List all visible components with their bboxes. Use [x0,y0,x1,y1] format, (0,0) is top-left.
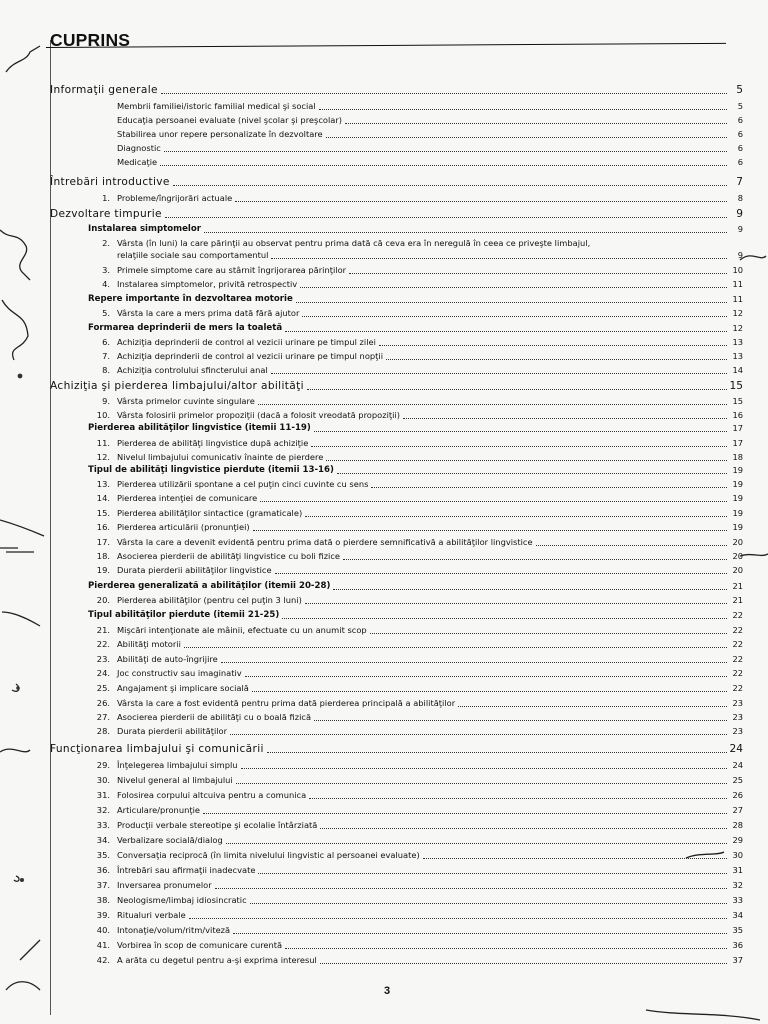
entry-title: Durata pierderii abilităţilor [117,726,228,736]
entry-page: 6 [737,115,743,125]
item-number: 21. [96,625,110,635]
item-number: 22. [96,639,110,649]
item-number: 23. [96,654,110,664]
entry-title: Mişcări intenţionate ale mâinii, efectuate cu un anumit scop [117,625,367,635]
page-title: CUPRINS [50,30,131,50]
entry-page: 25 [732,775,743,785]
item-number: 6. [102,337,110,347]
entry-page: 30 [732,850,743,860]
entry-title: Durata pierderii abilităţilor lingvistice [117,565,272,575]
entry-title: Probleme/îngrijorări actuale [117,193,233,203]
entry-page: 18 [732,452,743,462]
item-number: 40. [96,925,110,935]
entry-page: 22 [732,668,743,678]
item-number: 4. [102,279,110,289]
entry-title: Folosirea corpului altcuiva pentru a comunica [117,790,307,800]
entry-title: Asocierea pierderii de abilităţi lingvistice cu boli fizice [117,551,341,561]
entry-title: Pierderea utilizării spontane a cel puţin cinci cuvinte cu sens [117,479,369,489]
entry-page: 28 [732,820,743,830]
item-number: 38. [96,895,110,905]
entry-page: 13 [732,351,743,361]
entry-page: 19 [732,493,743,503]
entry-title: Primele simptome care au stârnit îngrijorarea părinţilor [117,265,347,275]
entry-page: 12 [732,308,743,318]
entry-page: 10 [732,265,743,275]
entry-page: 19 [732,508,743,518]
entry-page: 34 [732,910,743,920]
item-number: 7. [102,351,110,361]
entry-title: Conversaţia reciprocă (în limita nivelului lingvistic al persoanei evaluate) [117,850,420,860]
entry-title: Vorbirea în scop de comunicare curentă [117,940,283,950]
entry-title: Pierderea abilităţilor (pentru cel puţin 3 luni) [117,595,302,605]
entry-page: 29 [732,835,743,845]
entry-title: Pierderea abilităţilor sintactice (gramaticale) [117,508,303,518]
entry-page: 11 [732,294,743,304]
entry-page: 6 [737,143,743,153]
item-number: 3. [102,265,110,275]
entry-title: Asocierea pierderii de abilităţi cu o boală fizică [117,712,312,722]
entry-title: Pierderea de abilităţi lingvistice după achiziţie [117,438,309,448]
item-number: 14. [96,493,110,503]
entry-title: Vârsta (în luni) la care părinţii au observat pentru prima dată că ceva era în neregulă în ceea ce priveşte limbajul, [117,238,591,248]
entry-title: Educaţia persoanei evaluate (nivel şcolar şi preşcolar) [117,115,343,125]
entry-page: 5 [736,84,743,96]
item-number: 20. [96,595,110,605]
entry-title: Achiziţia şi pierderea limbajului/altor abilităţi [50,380,304,392]
item-number: 25. [96,683,110,693]
entry-page: 22 [732,610,743,620]
entry-page: 33 [732,895,743,905]
item-number: 41. [96,940,110,950]
entry-title: Repere importante în dezvoltarea motorie [88,294,293,304]
entry-page: 27 [732,805,743,815]
entry-page: 32 [732,880,743,890]
entry-page: 16 [732,410,743,420]
item-number: 15. [96,508,110,518]
entry-title: Pierderea intenţiei de comunicare [117,493,258,503]
entry-title: Pierderea articulării (pronunţiei) [117,522,250,532]
entry-page: 20 [732,565,743,575]
entry-page: 15 [732,396,743,406]
entry-page: 21 [732,595,743,605]
entry-page: 8 [737,193,743,203]
entry-page: 19 [732,465,743,475]
item-number: 16. [96,522,110,532]
entry-page: 19 [732,522,743,532]
entry-title: Intonaţie/volum/ritm/viteză [117,925,231,935]
item-number: 11. [96,438,110,448]
entry-page: 15 [729,380,743,392]
entry-page: 23 [732,726,743,736]
item-number: 19. [96,565,110,575]
entry-title: Joc constructiv sau imaginativ [117,668,242,678]
entry-page: 23 [732,712,743,722]
entry-title: Vârsta la care a fost evidentă pentru prima dată pierderea principală a abilităţilor [117,698,456,708]
item-number: 1. [102,193,110,203]
entry-title: Tipul abilităţilor pierdute (itemii 21-25) [88,610,280,620]
entry-title: Inversarea pronumelor [117,880,212,890]
entry-page: 7 [736,176,743,188]
entry-page: 24 [732,760,743,770]
entry-page: 22 [732,625,743,635]
item-number: 31. [96,790,110,800]
entry-title: Medicaţie [117,157,158,167]
entry-page: 14 [732,365,743,375]
entry-title: Întrebări introductive [50,176,170,188]
entry-page: 24 [729,743,743,755]
item-number: 37. [96,880,110,890]
item-number: 9. [102,396,110,406]
item-number: 26. [96,698,110,708]
entry-title: Ritualuri verbale [117,910,186,920]
entry-title: Achiziţia deprinderii de control al vezicii urinare pe timpul zilei [117,337,376,347]
entry-page: 22 [732,654,743,664]
entry-page: 9 [737,250,743,260]
entry-title: Întrebări sau afirmaţii inadecvate [117,865,256,875]
entry-title: Dezvoltare timpurie [50,208,162,220]
entry-page: 23 [732,698,743,708]
entry-page: 37 [732,955,743,965]
entry-page: 26 [732,790,743,800]
entry-title: Producţii verbale stereotipe şi ecolalie întârziată [117,820,318,830]
entry-page: 9 [737,224,743,234]
entry-page: 17 [732,438,743,448]
entry-page: 35 [732,925,743,935]
item-number: 36. [96,865,110,875]
entry-page: 20 [732,551,743,561]
entry-title: Instalarea simptomelor, privită retrospectiv [117,279,298,289]
entry-title: Formarea deprinderii de mers la toaletă [88,323,283,333]
entry-page: 36 [732,940,743,950]
entry-title: Achiziţia controlului sfincterului anal [117,365,268,375]
entry-title-continuation: relaţiile sociale sau comportamentul [117,250,269,260]
item-number: 42. [96,955,110,965]
entry-title: Tipul de abilităţi lingvistice pierdute (itemii 13-16) [88,465,334,475]
entry-title: Abilităţi motorii [117,639,181,649]
item-number: 28. [96,726,110,736]
entry-title: Vârsta la care a mers prima dată fără ajutor [117,308,300,318]
item-number: 33. [96,820,110,830]
entry-page: 5 [737,101,743,111]
item-number: 2. [102,238,110,248]
item-number: 24. [96,668,110,678]
item-number: 10. [96,410,110,420]
entry-title: Instalarea simptomelor [88,224,201,234]
item-number: 39. [96,910,110,920]
item-number: 29. [96,760,110,770]
entry-title: Pierderea abilităţilor lingvistice (itemii 11-19) [88,423,311,433]
entry-page: 9 [736,208,743,220]
item-number: 18. [96,551,110,561]
item-number: 8. [102,365,110,375]
entry-title: Abilităţi de auto-îngrijire [117,654,218,664]
entry-title: Vârsta folosirii primelor propoziţii (dacă a folosit vreodată propoziţii) [117,410,400,420]
item-number: 17. [96,537,110,547]
entry-page: 11 [732,279,743,289]
entry-page: 13 [732,337,743,347]
item-number: 5. [102,308,110,318]
entry-page: 17 [732,423,743,433]
entry-title: A arăta cu degetul pentru a-şi exprima interesul [117,955,317,965]
entry-title: Neologisme/limbaj idiosincratic [117,895,247,905]
entry-title: Stabilirea unor repere personalizate în dezvoltare [117,129,323,139]
entry-title: Funcţionarea limbajului şi comunicării [50,743,264,755]
item-number: 30. [96,775,110,785]
entry-page: 6 [737,157,743,167]
page-number: 3 [384,985,391,997]
entry-title: Pierderea generalizată a abilităţilor (itemii 20-28) [88,581,331,591]
entry-title: Nivelul general al limbajului [117,775,233,785]
entry-page: 12 [732,323,743,333]
item-number: 12. [96,452,110,462]
entry-page: 20 [732,537,743,547]
entry-page: 21 [732,581,743,591]
entry-title: Diagnostic [117,143,161,153]
entry-title: Înţelegerea limbajului simplu [117,760,238,770]
item-number: 34. [96,835,110,845]
item-number: 35. [96,850,110,860]
item-number: 13. [96,479,110,489]
entry-title: Angajament şi implicare socială [117,683,249,693]
entry-title: Informaţii generale [50,84,158,96]
entry-title: Nivelul limbajului comunicativ înainte de pierdere [117,452,324,462]
entry-page: 22 [732,683,743,693]
entry-title: Vârsta primelor cuvinte singulare [117,396,255,406]
entry-page: 6 [737,129,743,139]
entry-title: Achiziţia deprinderii de control al vezicii urinare pe timpul nopţii [117,351,384,361]
item-number: 32. [96,805,110,815]
entry-title: Articulare/pronunţie [117,805,200,815]
entry-page: 19 [732,479,743,489]
entry-page: 31 [732,865,743,875]
entry-page: 22 [732,639,743,649]
entry-title: Vârsta la care a devenit evidentă pentru prima dată o pierdere semnificativă a abilităţilor lingvistice [117,537,533,547]
item-number: 27. [96,712,110,722]
entry-title: Verbalizare socială/dialog [117,835,223,845]
entry-title: Membrii familiei/istoric familial medical şi social [117,101,316,111]
